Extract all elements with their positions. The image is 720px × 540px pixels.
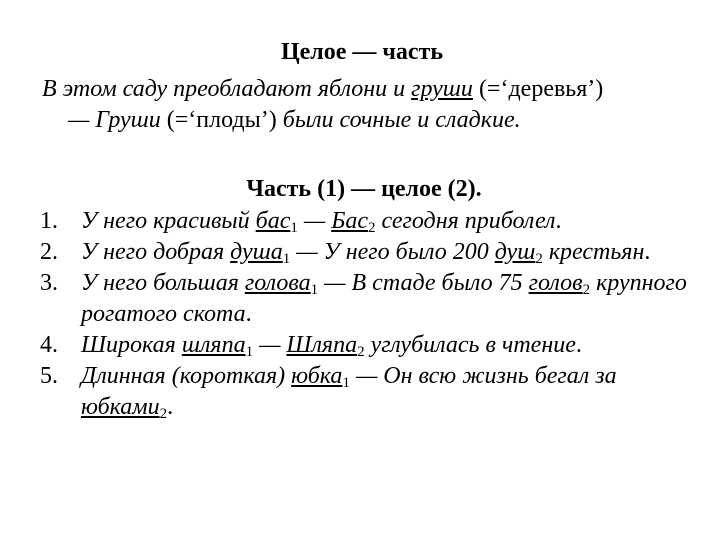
word-whole: душ bbox=[494, 239, 536, 265]
heading-whole-part: Целое — часть bbox=[280, 39, 444, 65]
list-item bbox=[40, 361, 690, 423]
item-text: крупного рогатого скота bbox=[81, 270, 687, 327]
word-whole: Бас bbox=[331, 208, 369, 234]
index-part: 1 bbox=[310, 282, 319, 298]
item-text: — bbox=[297, 208, 332, 234]
item-number: 4. bbox=[40, 332, 58, 358]
index-part: 1 bbox=[282, 251, 291, 267]
intro-gloss-2: (=‘плоды’) bbox=[160, 107, 277, 133]
word-part: бас bbox=[255, 208, 291, 234]
intro-text-1: В этом саду преобладают яблони и bbox=[42, 76, 412, 102]
word-part: душа bbox=[230, 239, 283, 265]
list-item bbox=[40, 206, 690, 237]
index-part: 1 bbox=[245, 344, 254, 360]
item-text: крестьян bbox=[542, 239, 645, 265]
intro-paragraph bbox=[42, 74, 702, 136]
index-whole: 2 bbox=[535, 251, 543, 267]
item-text: Широкая bbox=[81, 332, 182, 358]
item-text: — У него было 200 bbox=[290, 239, 495, 265]
item-text: сегодня приболел bbox=[375, 208, 556, 234]
index-whole: 2 bbox=[159, 406, 168, 422]
item-period: . bbox=[575, 332, 582, 358]
intro-gloss-1: (=‘деревья’) bbox=[472, 76, 604, 102]
item-period: . bbox=[644, 239, 651, 265]
intro-text-3: были сочные и сладкие. bbox=[276, 107, 521, 133]
word-whole: Шляпа bbox=[286, 332, 358, 358]
list-item bbox=[40, 330, 690, 361]
item-number: 5. bbox=[40, 363, 58, 389]
index-whole: 2 bbox=[582, 282, 591, 298]
item-text: У него красивый bbox=[81, 208, 256, 234]
item-period: . bbox=[245, 301, 252, 327]
list-item bbox=[40, 237, 690, 268]
word-whole: голов bbox=[528, 270, 583, 296]
item-text: — Он всю жизнь бегал за bbox=[349, 363, 617, 389]
index-whole: 2 bbox=[357, 344, 365, 360]
item-text: Длинная (короткая) bbox=[81, 363, 292, 389]
intro-text-2: — Груши bbox=[68, 107, 161, 133]
word-whole: юбками bbox=[81, 394, 160, 420]
item-number: 3. bbox=[40, 270, 58, 296]
index-part: 1 bbox=[290, 220, 298, 236]
word-part: юбка bbox=[291, 363, 343, 389]
item-number: 1. bbox=[40, 208, 58, 234]
list-item bbox=[40, 268, 690, 330]
item-text: углубилась в чтение bbox=[364, 332, 576, 358]
item-text: У него добрая bbox=[81, 239, 231, 265]
examples-list bbox=[40, 206, 690, 423]
index-whole: 2 bbox=[368, 220, 376, 236]
item-text: — В стаде было 75 bbox=[318, 270, 529, 296]
item-text: У него большая bbox=[81, 270, 245, 296]
word-part: шляпа bbox=[181, 332, 246, 358]
heading-part-whole: Часть (1) — целое (2). bbox=[246, 176, 482, 202]
intro-line-2 bbox=[42, 105, 702, 136]
item-number: 2. bbox=[40, 239, 58, 265]
item-text: — bbox=[253, 332, 287, 358]
index-part: 1 bbox=[342, 375, 350, 391]
intro-word-grushi: груши bbox=[411, 76, 473, 102]
item-period: . bbox=[555, 208, 562, 234]
item-period: . bbox=[167, 394, 174, 420]
word-part: голова bbox=[244, 270, 311, 296]
